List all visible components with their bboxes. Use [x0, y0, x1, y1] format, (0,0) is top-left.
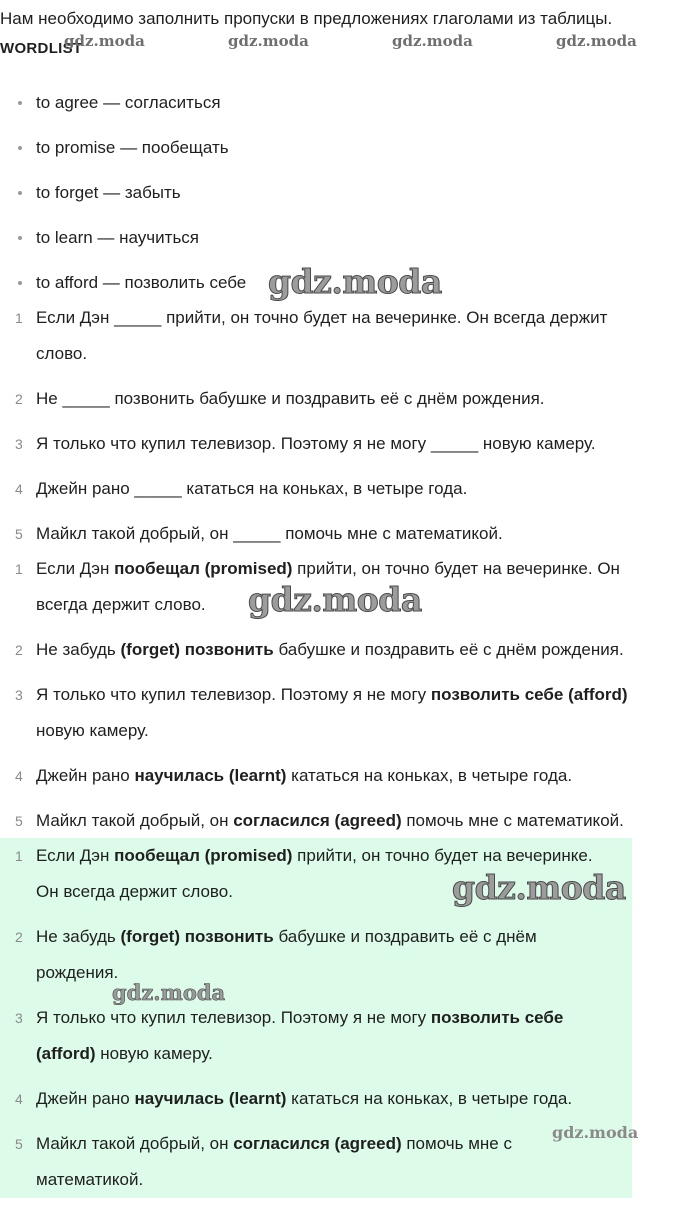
item-text: Не _____ позвонить бабушке и поздравить её с днём рождения.: [36, 389, 545, 408]
item-number: 2: [15, 391, 23, 407]
list-item: [0, 516, 680, 552]
list-item: [0, 758, 680, 794]
item-text: бабушке и поздравить её с днём рождения.: [273, 640, 624, 659]
answer-highlight: (afford): [36, 1044, 96, 1063]
item-text: Я только что купил телевизор. Поэтому я не могу: [36, 1008, 431, 1027]
item-text: Не забудь: [36, 640, 121, 659]
list-item: [0, 381, 680, 417]
watermark: gdz.moda: [556, 32, 637, 50]
list-item: [0, 300, 680, 372]
item-text: всегда держит слово.: [36, 595, 206, 614]
item-text: Майкл такой добрый, он _____ помочь мне с математикой.: [36, 524, 503, 543]
answer-highlight: согласился (agreed): [233, 1134, 402, 1153]
list-item: [0, 677, 680, 749]
intro-text: Нам необходимо заполнить пропуски в предложениях глаголами из таблицы.: [0, 9, 613, 28]
list-item: to afford — позволить себе: [0, 270, 680, 315]
watermark: gdz.moda: [248, 580, 422, 619]
item-number: 5: [15, 813, 23, 829]
item-text: Джейн рано: [36, 766, 135, 785]
watermark: gdz.moda: [64, 32, 145, 50]
answer-highlight: научилась (learnt): [134, 766, 287, 785]
watermark: gdz.moda: [552, 1123, 639, 1142]
answer-highlight: научилась (learnt): [134, 1089, 287, 1108]
answer-highlight: позволить себе: [430, 1008, 564, 1027]
list-item: to promise — пообещать: [0, 135, 680, 180]
task-list: [0, 300, 680, 552]
item-number: 4: [15, 1091, 23, 1107]
item-text: рождения.: [36, 963, 119, 982]
list-item: to learn — научиться: [0, 225, 680, 270]
answer-highlight: согласился (agreed): [233, 811, 402, 830]
item-number: 5: [15, 1136, 23, 1152]
answer-highlight: позволить себе (afford): [430, 685, 628, 704]
list-item: [0, 1000, 680, 1072]
wordlist-title: WORDLIST: [0, 40, 83, 57]
answer-highlight: (forget) позвонить: [120, 640, 274, 659]
list-item: [0, 919, 680, 991]
item-number: 4: [15, 768, 23, 784]
item-text: бабушке и поздравить её с днём: [273, 927, 537, 946]
item-number: 2: [15, 642, 23, 658]
item-text: помочь мне с математикой.: [401, 811, 624, 830]
item-text: слово.: [36, 344, 88, 363]
item-text: Джейн рано: [36, 1089, 135, 1108]
item-number: 1: [15, 848, 23, 864]
watermark: gdz.moda: [112, 980, 226, 1005]
list-item: [0, 632, 680, 668]
item-text: кататься на коньках, в четыре года.: [286, 766, 573, 785]
item-number: 1: [15, 561, 23, 577]
item-number: 1: [15, 310, 23, 326]
list-item: to forget — забыть: [0, 180, 680, 225]
item-text: Джейн рано _____ кататься на коньках, в четыре года.: [36, 479, 468, 498]
item-text: новую камеру.: [36, 721, 149, 740]
answer-highlight: пообещал (promised): [114, 559, 293, 578]
item-text: Если Дэн _____ прийти, он точно будет на вечеринке. Он всегда держит: [36, 308, 608, 327]
item-text: Если Дэн: [36, 846, 115, 865]
watermark: gdz.moda: [228, 32, 309, 50]
item-number: 3: [15, 436, 23, 452]
item-text: Не забудь: [36, 927, 121, 946]
item-text: Я только что купил телевизор. Поэтому я не могу: [36, 685, 431, 704]
item-text: прийти, он точно будет на вечеринке. Он: [292, 559, 620, 578]
item-text: новую камеру.: [95, 1044, 213, 1063]
watermark: gdz.moda: [268, 262, 442, 301]
item-text: кататься на коньках, в четыре года.: [286, 1089, 573, 1108]
answer-highlight: (forget) позвонить: [120, 927, 274, 946]
item-text: математикой.: [36, 1170, 144, 1189]
item-number: 3: [15, 1010, 23, 1026]
item-number: 2: [15, 929, 23, 945]
list-item: to agree — согласиться: [0, 90, 680, 135]
list-item: [0, 1081, 680, 1117]
watermark: gdz.moda: [392, 32, 473, 50]
watermark: gdz.moda: [452, 868, 626, 907]
list-item: [0, 803, 680, 839]
item-text: Если Дэн: [36, 559, 115, 578]
item-text: Я только что купил телевизор. Поэтому я не могу _____ новую камеру.: [36, 434, 596, 453]
item-text: Майкл такой добрый, он: [36, 811, 234, 830]
item-number: 5: [15, 526, 23, 542]
item-text: Майкл такой добрый, он: [36, 1134, 234, 1153]
item-text: прийти, он точно будет на вечеринке.: [292, 846, 593, 865]
item-text: Он всегда держит слово.: [36, 882, 233, 901]
item-number: 4: [15, 481, 23, 497]
list-item: [0, 471, 680, 507]
item-text: помочь мне с: [401, 1134, 512, 1153]
list-item: [0, 426, 680, 462]
answer-highlight: пообещал (promised): [114, 846, 293, 865]
item-number: 3: [15, 687, 23, 703]
